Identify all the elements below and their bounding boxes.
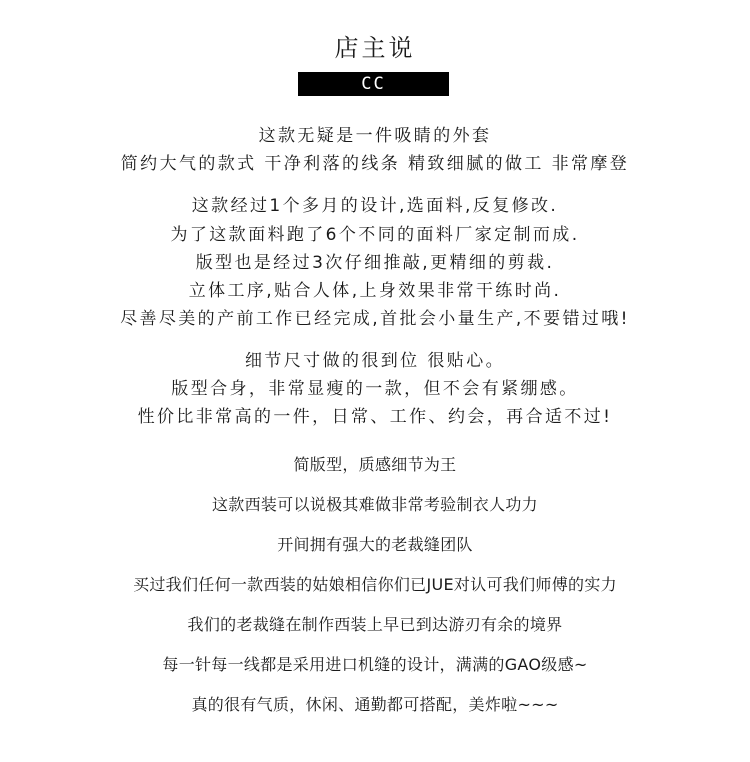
text-line: 简版型，质感细节为王 xyxy=(293,455,457,474)
text-line: 每一针每一线都是采用进口机缝的设计，满满的GAO级感~ xyxy=(162,655,588,674)
text-line: 版型也是经过3次仔细推敲,更精细的剪裁. xyxy=(195,253,555,273)
text-line: 我们的老裁缝在制作西装上早已到达游刃有余的境界 xyxy=(187,615,563,634)
text-line: 版型合身，非常显瘦的一款，但不会有紧绷感。 xyxy=(171,379,579,399)
text-line: 这款西装可以说极其难做非常考验制衣人功力 xyxy=(211,495,538,514)
text-line: 真的很有气质，休闲、通勤都可搭配，美炸啦~~~ xyxy=(191,695,559,714)
text-line: 这款无疑是一件吸睛的外套 xyxy=(258,126,492,146)
text-line: 立体工序,贴合人体,上身效果非常干练时尚. xyxy=(188,281,562,301)
text-line: 尽善尽美的产前工作已经完成,首批会小量生产,不要错过哦! xyxy=(120,309,630,329)
text-line: 简约大气的款式 干净利落的线条 精致细腻的做工 非常摩登 xyxy=(120,154,630,174)
text-line: 买过我们任何一款西装的姑娘相信你们已JUE对认可我们师傅的实力 xyxy=(133,575,617,594)
author-badge: CC xyxy=(298,72,449,96)
text-line: 这款经过1个多月的设计,选面料,反复修改. xyxy=(191,196,559,216)
text-line: 性价比非常高的一件，日常、工作、约会，再合适不过! xyxy=(137,407,613,427)
page-title: 店主说 xyxy=(334,34,416,62)
text-line: 细节尺寸做的很到位 很贴心。 xyxy=(244,351,505,371)
text-line: 开间拥有强大的老裁缝团队 xyxy=(277,535,473,554)
text-line: 为了这款面料跑了6个不同的面料厂家定制而成. xyxy=(170,225,580,245)
